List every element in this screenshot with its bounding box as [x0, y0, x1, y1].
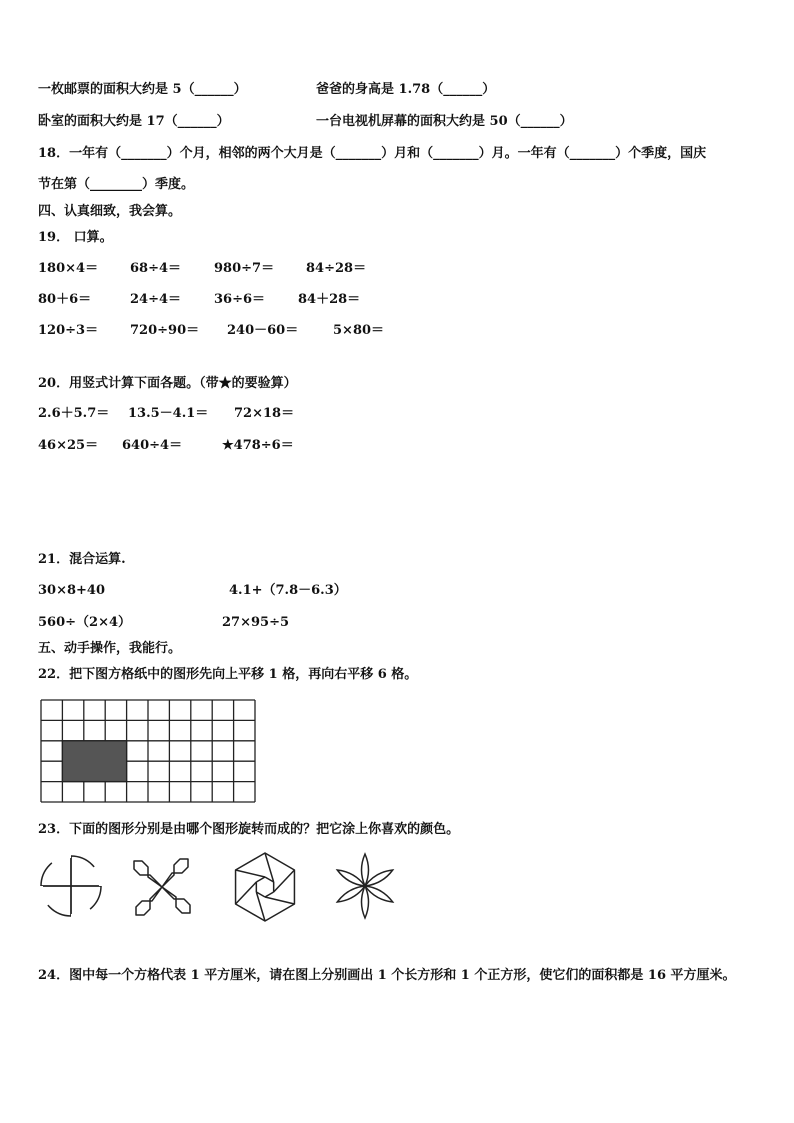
- q20-r1-c2: 13.5－4.1＝: [128, 406, 209, 421]
- pinwheel-gap: [52, 856, 71, 863]
- hexagon-inner-line: [274, 870, 295, 892]
- arrow-cross-piece: [136, 887, 162, 915]
- q19-r3-c3: 240－60＝: [227, 323, 299, 338]
- q19-r1-c4: 84÷28＝: [306, 261, 367, 276]
- hexagon-inner-line: [236, 870, 265, 877]
- q22-shaded-rectangle: [62, 741, 126, 782]
- q21-r2-c1: 560÷（2×4）: [38, 615, 132, 630]
- hexagon-inner-line: [256, 877, 265, 882]
- hexagon-inner-line: [265, 897, 294, 904]
- hexagon-outline: [236, 853, 295, 921]
- q19-r3-c2: 720÷90＝: [130, 323, 200, 338]
- pinwheel-gap: [41, 886, 48, 905]
- q18-line-1: 18．一年有（_______）个月，相邻的两个大月是（_______）月和（_______）月。一年有（_______）个季度，国庆: [38, 146, 707, 161]
- pinwheel-gap: [94, 867, 101, 886]
- hexagon-inner-line: [265, 892, 274, 897]
- arrow-cross-figure: [130, 857, 194, 917]
- q21-r2-c2: 27×95÷5: [222, 615, 290, 630]
- q20-title: 20．用竖式计算下面各题。（带★的要验算）: [38, 376, 297, 391]
- q19-r2-c2: 24÷4＝: [130, 292, 182, 307]
- arrow-cross-piece: [162, 859, 188, 887]
- q21-title: 21．混合运算.: [38, 552, 126, 567]
- q19-title: 19． 口算。: [38, 230, 113, 245]
- pinwheel-gap: [71, 909, 90, 916]
- q18-line-2: 节在第（________）季度。: [38, 177, 195, 192]
- q17-bedroom-area: 卧室的面积大约是 17（______）: [38, 114, 230, 129]
- hexagon-figure: [228, 850, 302, 924]
- q19-r2-c3: 36÷6＝: [214, 292, 266, 307]
- flower-petal: [362, 854, 369, 886]
- q21-r1-c1: 30×8+40: [38, 583, 106, 598]
- q19-r2-c4: 84＋28＝: [298, 292, 361, 307]
- q19-r1-c2: 68÷4＝: [130, 261, 182, 276]
- pinwheel-figure: [38, 853, 104, 919]
- q17-stamp-area: 一枚邮票的面积大约是 5（______）: [38, 82, 247, 97]
- section-4-title: 四、认真细致，我会算。: [38, 204, 182, 219]
- q22-title: 22．把下图方格纸中的图形先向上平移 1 格，再向右平移 6 格。: [38, 667, 418, 682]
- arrow-cross-piece: [162, 887, 190, 913]
- flower-petal: [362, 886, 369, 918]
- q19-r1-c3: 980÷7＝: [214, 261, 275, 276]
- q22-grid-paper: [40, 699, 256, 803]
- q17-dad-height: 爸爸的身高是 1.78（______）: [316, 82, 496, 97]
- q23-title: 23．下面的图形分别是由哪个图形旋转而成的？把它涂上你喜欢的颜色。: [38, 822, 460, 837]
- flower-figure: [331, 852, 399, 920]
- q20-r2-c1: 46×25＝: [38, 438, 99, 453]
- q19-r3-c1: 120÷3＝: [38, 323, 99, 338]
- q19-r3-c4: 5×80＝: [333, 323, 385, 338]
- q19-r1-c1: 180×4＝: [38, 261, 99, 276]
- q24-title: 24．图中每一个方格代表 1 平方厘米，请在图上分别画出 1 个长方形和 1 个正方形，使它们的面积都是 16 平方厘米。: [38, 968, 736, 983]
- q20-r2-c3: ★478÷6＝: [222, 438, 294, 453]
- hexagon-inner-line: [236, 882, 257, 904]
- q17-tv-area: 一台电视机屏幕的面积大约是 50（______）: [316, 114, 573, 129]
- q20-r1-c1: 2.6＋5.7＝: [38, 406, 110, 421]
- q21-r1-c2: 4.1+（7.8－6.3）: [229, 583, 347, 598]
- q19-r2-c1: 80＋6＝: [38, 292, 92, 307]
- q20-r1-c3: 72×18＝: [234, 406, 295, 421]
- section-5-title: 五、动手操作，我能行。: [38, 641, 182, 656]
- arrow-cross-piece: [134, 861, 162, 887]
- q20-r2-c2: 640÷4＝: [122, 438, 183, 453]
